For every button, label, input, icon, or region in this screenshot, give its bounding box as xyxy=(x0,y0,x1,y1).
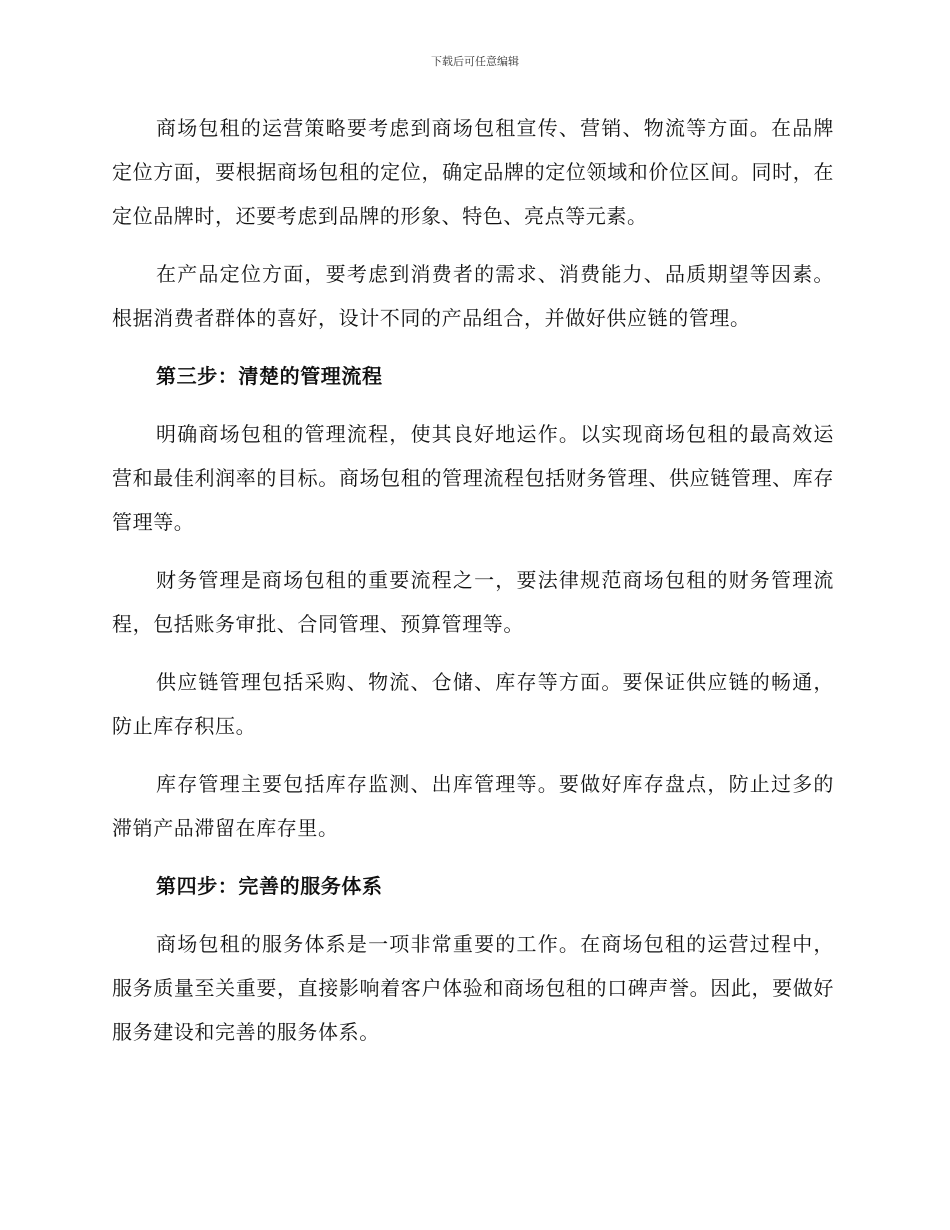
paragraph-supply-chain: 供应链管理包括采购、物流、仓储、库存等方面。要保证供应链的畅通，防止库存积压。 xyxy=(112,670,834,738)
page-header: 下载后可任意编辑 xyxy=(431,55,519,68)
section-heading-step-four: 第四步：完善的服务体系 xyxy=(156,874,383,898)
document-body xyxy=(112,106,834,1068)
paragraph-financial-management: 财务管理是商场包租的重要流程之一，要法律规范商场包租的财务管理流程，包括账务审批、合同管理、预算管理等。 xyxy=(112,568,834,636)
paragraph-product-positioning: 在产品定位方面，要考虑到消费者的需求、消费能力、品质期望等因素。根据消费者群体的喜好，设计不同的产品组合，并做好供应链的管理。 xyxy=(112,262,834,330)
section-heading-step-three: 第三步：清楚的管理流程 xyxy=(156,364,383,388)
paragraph-inventory: 库存管理主要包括库存监测、出库管理等。要做好库存盘点，防止过多的滞销产品滞留在库存里。 xyxy=(112,772,834,840)
paragraph-operation-strategy: 商场包租的运营策略要考虑到商场包租宣传、营销、物流等方面。在品牌定位方面，要根据商场包租的定位，确定品牌的定位领域和价位区间。同时，在定位品牌时，还要考虑到品牌的形象、特色、亮点等元素。 xyxy=(112,116,834,228)
paragraph-service-system: 商场包租的服务体系是一项非常重要的工作。在商场包租的运营过程中，服务质量至关重要，直接影响着客户体验和商场包租的口碑声誉。因此，要做好服务建设和完善的服务体系。 xyxy=(112,932,834,1044)
paragraph-management-process: 明确商场包租的管理流程，使其良好地运作。以实现商场包租的最高效运营和最佳利润率的目标。商场包租的管理流程包括财务管理、供应链管理、库存管理等。 xyxy=(112,422,834,534)
